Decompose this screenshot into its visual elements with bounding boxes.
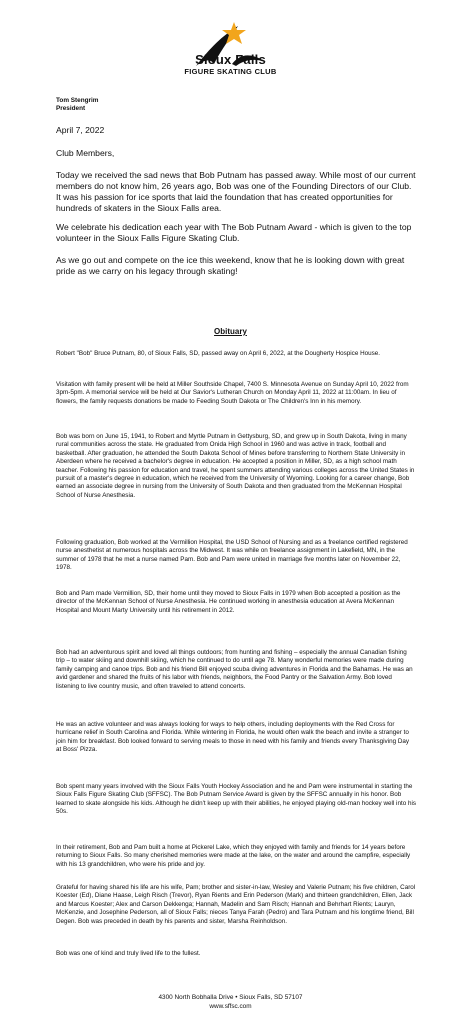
footer-website[interactable]: www.sffsc.com [209, 1003, 252, 1010]
obituary-paragraph: Bob was one of kind and truly lived life to the fullest. [56, 950, 201, 957]
footer [0, 993, 461, 1011]
sender-block [56, 97, 99, 113]
obituary-paragraph: Following graduation, Bob worked at the Vermillion Hospital, the USD School of Nursing and as a freelance certified registered nurse anesthetist at numerous hospitals across the Midwest. It was while on freelance assignment in Lakefield, MN, in the summer of 1978 that he met a nurse named Pam. Bob and Pam were united in marriage five months later on November 22, 1978. [56, 539, 408, 572]
footer-address: 4300 North Bobhalla Drive • Sioux Falls, SD 57107 [158, 994, 303, 1001]
obituary-paragraph: Bob and Pam made Vermillion, SD, their home until they moved to Sioux Falls in 1979 when Bob accepted a position as the director of the McKennan School of Nurse Anesthesia. He continued working in anesthesia education at Avera McKennan Hospital and Mount Marty University until his retirement in 2012. [56, 590, 401, 614]
obituary-paragraph: Bob spent many years involved with the Sioux Falls Youth Hockey Association and he and Pam were instrumental in starting the Sioux Falls Figure Skating Club (SFFSC). The Bob Putnam Service Award is given by the SFFSC annually in his honor. Bob learned to skate alongside his kids. Although he didn't keep up with their abilities, he enjoyed playing old-man hockey well into his 50s. [56, 783, 416, 816]
obituary-heading: Obituary [214, 327, 247, 336]
obituary-paragraph: Robert "Bob" Bruce Putnam, 80, of Sioux Falls, SD, passed away on April 6, 2022, at the Dougherty Hospice House. [56, 350, 381, 357]
letter-paragraph: Today we received the sad news that Bob Putnam has passed away. While most of our current members do not know him, 26 years ago, Bob was one of the Founding Directors of our Club. It was his passion for ice sports that laid the foundation that has created opportunities for hundreds of skaters in the Sioux Falls area. [56, 170, 416, 213]
obituary-paragraph: In their retirement, Bob and Pam built a home at Pickerel Lake, which they enjoyed with family and friends for 14 years before returning to Sioux Falls. So many cherished memories were made at the lake, on the water and around the campfire, especially with his 13 grandchildren, who were his pride and joy. [56, 844, 411, 868]
org-name: Sioux Falls [195, 52, 266, 67]
org-subtitle: FIGURE SKATING CLUB [184, 67, 277, 76]
letter-date: April 7, 2022 [56, 125, 105, 135]
letter-paragraph: We celebrate his dedication each year with The Bob Putnam Award - which is given to the top volunteer in the Sioux Falls Figure Skating Club. [56, 222, 412, 243]
sender-name: Tom Stengrim [56, 97, 99, 104]
obituary-paragraph: Grateful for having shared his life are his wife, Pam; brother and sister-in-law, Wesley and Valerie Putnam; his five children, Carol Koester (Ed), Diane Haase, Leigh Risch (Trevor), Ryan Rients and Erin Pederson (Mark) and thirteen grandchildren, Ellen, Jack and Marcus Koester; Alex and Carson Dekkenga; Hannah, Madelin and Sam Risch; Hannah and Behrhart Rients; Lauryn, McKenzie, and Josephine Pederson, all of Sioux Falls; nieces Tanya Farah (Pedro) and Tara Putnam and his longtime friend, Bill Degen. Bob was preceded in death by his parents and sister, Marsha Reinholdson. [56, 884, 416, 925]
obituary-paragraph: He was an active volunteer and was always looking for ways to help others, including deployments with the Red Cross for hurricane relief in South Carolina and Florida. While wintering in Florida, he would often walk the beach and invite a stranger to join him for breakfast. Bob looked forward to serving meals to those in need with his family and friends every Thanksgiving Day at Boss' Pizza. [56, 721, 410, 754]
letter-paragraph: As we go out and compete on the ice this weekend, know that he is looking down with great pride as we carry on his legacy through skating! [56, 255, 405, 276]
obituary-paragraph: Bob was born on June 15, 1941, to Robert and Myrtle Putnam in Gettysburg, SD, and grew up in South Dakota, living in many rural communities across the state. He graduated from Onida High School in 1960 and was active in track, football and basketball. After graduation, he attended the South Dakota School of Mines before transferring to Northern State University in Aberdeen where he received a bachelor's degree in education. He accepted a position in Miller, SD, as a high school math teacher. Following his passion for education and travel, he spent summers attending various colleges across the United States in pursuit of a master's degree in education, which he received from the University of Wyoming. Looking for a career change, Bob earned an associate degree in nursing from the University of South Dakota and then graduated from the McKennan Hospital School of Nurse Anesthesia. [56, 433, 415, 499]
sender-title: President [56, 105, 86, 112]
letter-salutation: Club Members, [56, 148, 115, 158]
obituary-paragraph: Bob had an adventurous spirit and loved all things outdoors; from hunting and fishing – especially the annual Canadian fishing trip – to water skiing and downhill skiing, which he continued to do until age 78. Many wonderful memories were made during family camping and canoe trips. Bob and his friend Bill enjoyed scuba diving adventures in Florida and the Bahamas. He was an avid gardener and shared the fruits of his labor with friends, neighbors, the Food Pantry or the Salvation Army. Bob loved listening to live country music, and often traveled to attend concerts. [56, 649, 413, 690]
obituary-paragraph: Visitation with family present will be held at Miller Southside Chapel, 7400 S. Minnesota Avenue on Sunday April 10, 2022 from 3pm-5pm. A memorial service will be held at Our Savior's Lutheran Church on Monday April 11, 2022 at 11:00am. In lieu of flowers, the family requests donations be made to Feeding South Dakota or The Children's Inn in his memory. [56, 381, 409, 405]
